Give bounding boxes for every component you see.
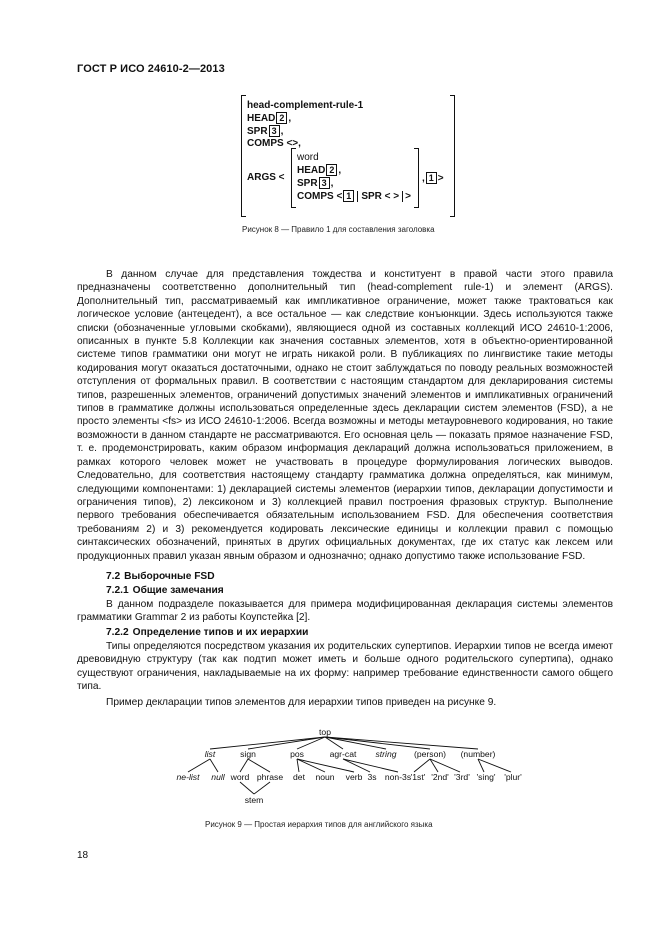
inner-spr-bracket xyxy=(357,191,403,202)
tree-node-noun: noun xyxy=(315,772,335,782)
inner-word: word xyxy=(297,152,319,163)
tree-node-stem: stem xyxy=(244,795,264,805)
section-number: 7.2.2 xyxy=(106,627,129,638)
spr-label: SPR xyxy=(247,126,268,137)
page-number: 18 xyxy=(77,850,89,861)
spr-feature xyxy=(247,125,283,137)
tree-node-sing: 'sing' xyxy=(476,772,496,782)
tree-node-sign: sign xyxy=(240,749,256,759)
inner-head-feature xyxy=(297,164,341,176)
inner-spr-tag-box: 3 xyxy=(319,177,330,189)
inner-spr-label: SPR xyxy=(297,178,318,189)
head-label: HEAD xyxy=(247,113,276,124)
tree-node-root: top xyxy=(319,727,331,737)
tree-node-agr-cat: agr-cat xyxy=(329,749,357,759)
comps-feature: COMPS <>, xyxy=(247,138,301,149)
paragraph-3 xyxy=(77,640,613,694)
inner-head-label: HEAD xyxy=(297,165,326,176)
section-title: Общие замечания xyxy=(132,585,224,596)
tree-node-1st: '1st' xyxy=(410,772,426,782)
tree-node-number: (number) xyxy=(460,749,496,759)
section-7-2-heading xyxy=(106,570,219,583)
inner-left-bracket xyxy=(291,148,296,208)
inner-comps-tag-box: 1 xyxy=(343,190,354,202)
tree-node-ne-list: ne-list xyxy=(176,772,200,782)
tree-node-null: null xyxy=(211,772,225,782)
inner-head-tag-box: 2 xyxy=(326,164,337,176)
paragraph-4 xyxy=(77,696,613,709)
tree-node-verb: verb xyxy=(345,772,363,782)
tree-node-3rd: '3rd' xyxy=(454,772,470,782)
figure-9-caption: Рисунок 9 — Простая иерархия типов для английского языка xyxy=(205,820,433,829)
paragraph-3-text: Типы определяются посредством указания их родительских супертипов. Иерархии типов не всегда имеют древовидную структуру (так как подтип может иметь и больше одного родительского супертипа), однако существуют ограничения, накладываемые на их форму: например требование единственности самого общего типа. xyxy=(77,641,613,693)
inner-comps-label: COMPS < xyxy=(297,191,343,202)
tree-node-phrase: phrase xyxy=(256,772,284,782)
paragraph-2-text: В данном подразделе показывается для примера модифицированная декларация системы элементов грамматики Grammar 2 из работы Коупстейка [2]. xyxy=(77,599,613,624)
section-7-2-2-heading xyxy=(106,626,312,639)
tree-node-list: list xyxy=(204,749,216,759)
document-header: ГОСТ Р ИСО 24610-2—2013 xyxy=(77,63,225,75)
outer-tag-box: 1 xyxy=(426,172,437,184)
inner-spr-feature xyxy=(297,177,333,189)
inner-comps-spr: SPR < > xyxy=(361,191,400,202)
head-tag-box: 2 xyxy=(276,112,287,124)
tree-node-plur: 'plur' xyxy=(504,772,522,782)
section-number: 7.2.1 xyxy=(106,585,129,596)
inner-right-bracket xyxy=(414,148,419,208)
section-number: 7.2 xyxy=(106,571,121,582)
figure-9-type-tree xyxy=(160,726,540,808)
tree-node-string: string xyxy=(375,749,397,759)
outer-right-bracket xyxy=(450,95,455,217)
figure-8-caption: Рисунок 8 — Правило 1 для составления заголовка xyxy=(242,225,435,234)
inner-comps-close: > xyxy=(405,191,411,202)
paragraph-1 xyxy=(77,268,613,563)
head-feature xyxy=(247,112,291,124)
rule-type: head-complement-rule-1 xyxy=(247,100,364,111)
comma: , xyxy=(422,173,425,184)
tree-node-person: (person) xyxy=(414,749,446,759)
tree-node-non-3s: non-3s xyxy=(384,772,412,782)
comma: , xyxy=(288,113,292,124)
tree-node-3s: 3s xyxy=(367,772,377,782)
section-7-2-1-heading xyxy=(106,584,228,597)
spr-tag-box: 3 xyxy=(269,125,280,137)
comma: , xyxy=(330,178,334,189)
tree-node-pos: pos xyxy=(290,749,304,759)
comma: , xyxy=(280,126,284,137)
outer-left-bracket xyxy=(241,95,246,217)
outer-close: > xyxy=(437,173,444,184)
tree-edges xyxy=(160,726,540,808)
paragraph-2 xyxy=(77,598,613,625)
outer-args-tail xyxy=(422,172,444,184)
inner-comps-feature xyxy=(297,190,411,202)
paragraph-4-text: Пример декларации типов элементов для иерархии типов приведен на рисунке 9. xyxy=(106,697,497,708)
args-label: ARGS < xyxy=(247,172,285,183)
paragraph-1-text: В данном случае для представления тождества и конституент в правой части этого правила предназначены соответственно дополнительный тип (head-complement rule-1) и элемент (ARGS). Дополнительный тип, рассматриваемый как импликативное ограничение, может также трактоваться как логическое условие (антецедент), а все остальное — как следствие конъюнкции. Здесь используются также списки (обозначенные угловыми скобками), являющиеся одной из составных коллекций ИСО 24610-1:2006, описанных в пункте 5.8 Коллекции как значения составных элементов, хотя в объектно-ориентированной системе типов грамматики они могут не играть никакой роли. В публикациях по лингвистике такие методы кодирования могут оказаться достаточными, однако не стоит заблуждаться по поводу реальных возможностей отступления от формальных правил. В соответствии с настоящим стандартом для декларирования системы типов, разрешенных элементов, ограничений допустимых значений элементов и импликативных ограничений типов в грамматике должны использоваться определенные здесь декларации систем элементов (FSD), а не просто элементы <fs> из ИСО 24610-1:2006. Всегда возможны и методы метауровневого кодирования, но такие возможности в данном стандарте не рассматриваются. Его основная цель — показать прямое назначение FSD, т. е. продемонстрировать, каким образом информация деклараций должна использоваться приложением, в рамках которого человек может не участвовать в процедуре формулирования логических выводов. Следовательно, для соответствия настоящему стандарту грамматика должна определяться, как минимум, следующими компонентами: 1) декларацией системы элементов (иерархии типов, декларации допустимости и ограничения типов), 2) лексиконом и 3) коллекцией правил построения фразовых структур. Выполнение первого требования обеспечивается обязательным использованием FSD. Для обеспечения соответствия требованиям 2) и 3) рекомендуется кодировать лексические единицы и коллекции правил с помощью синтаксических обозначений, принятых в других официальных документах, где их статус как лексем или продукционных правил указан явным образом и однозначно; однако допустимо также использование FSD. xyxy=(77,269,613,562)
section-title: Выборочные FSD xyxy=(124,571,215,582)
tree-node-det: det xyxy=(293,772,305,782)
comma: , xyxy=(338,165,342,176)
tree-node-word: word xyxy=(230,772,250,782)
tree-node-2nd: '2nd' xyxy=(431,772,449,782)
section-title: Определение типов и их иерархии xyxy=(132,627,309,638)
